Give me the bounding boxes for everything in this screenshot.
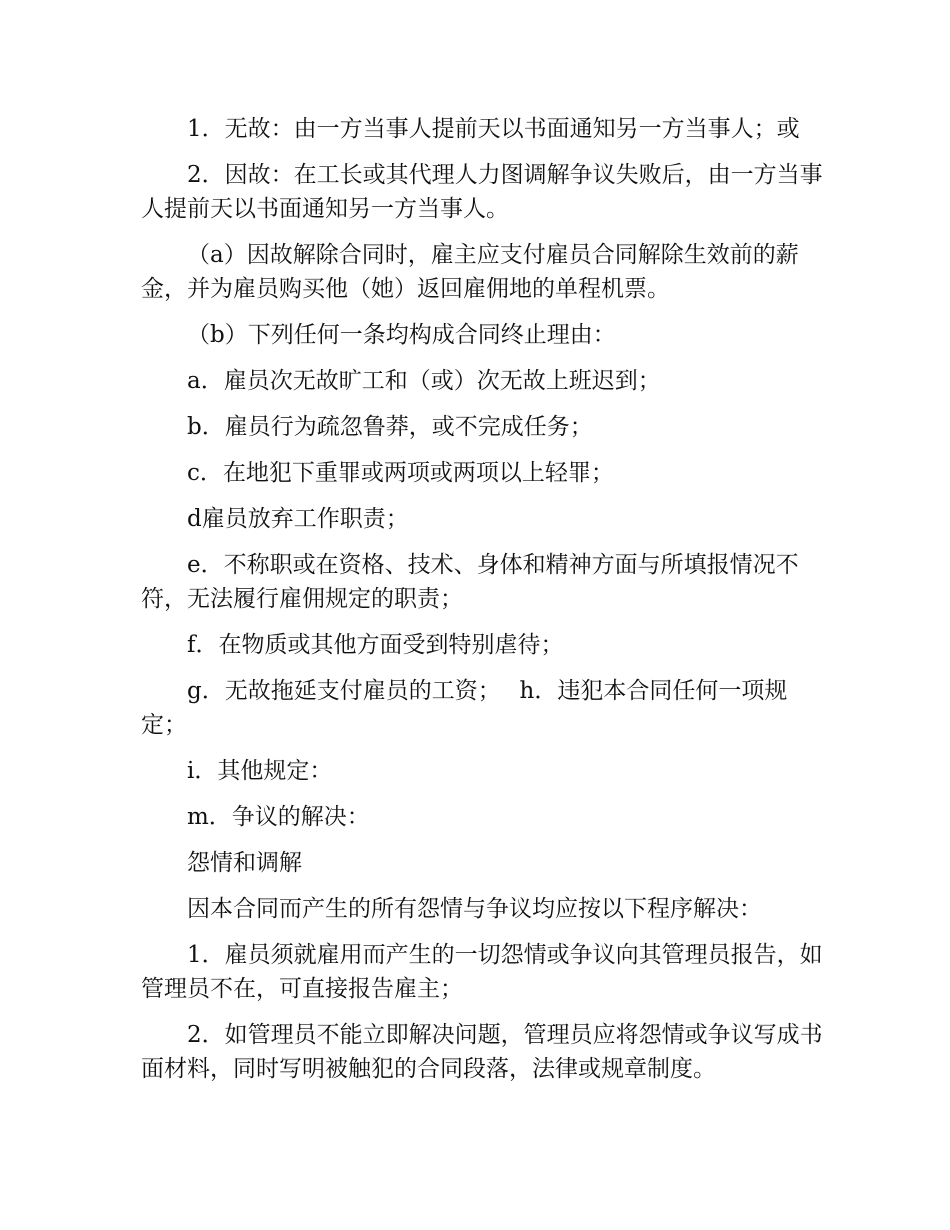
paragraph-grievance-procedure: 因本合同而产生的所有怨情与争议均应按以下程序解决： (187, 896, 762, 922)
paragraph-termination-payment: （a）因故解除合同时，雇主应支付雇员合同解除生效前的薪金，并为雇员购买他（她）返回雇佣地的单程机票。 (141, 242, 799, 302)
list-item-b: b．雇员行为疏忽鲁莽，或不完成任务； (187, 414, 593, 440)
list-item-i: i．其他规定： (187, 758, 333, 784)
procedure-step-1: 1．雇员须就雇用而产生的一切怨情或争议向其管理员报告，如管理员不在，可直接报告雇主； (141, 942, 823, 1002)
procedure-step-2: 2．如管理员不能立即解决问题，管理员应将怨情或争议写成书面材料，同时写明被触犯的合同段落，法律或规章制度。 (141, 1022, 823, 1082)
paragraph-termination-grounds: （b）下列任何一条均构成合同终止理由： (187, 322, 616, 348)
list-item-a: a．雇员次无故旷工和（或）次无故上班迟到； (187, 368, 661, 394)
section-heading-grievance: 怨情和调解 (187, 850, 302, 876)
list-item-c: c．在地犯下重罪或两项或两项以上轻罪； (187, 460, 614, 486)
paragraph-no-cause: 1．无故：由一方当事人提前天以书面通知另一方当事人；或 (187, 116, 800, 142)
list-item-e: e．不称职或在资格、技术、身体和精神方面与所填报情况不符，无法履行雇佣规定的职责； (141, 552, 799, 612)
paragraph-for-cause: 2．因故：在工长或其代理人力图调解争议失败后，由一方当事人提前天以书面通知另一方当事人。 (141, 162, 823, 222)
list-item-f: f．在物质或其他方面受到特别虐待； (187, 632, 564, 658)
document-body (141, 112, 831, 1098)
list-item-g-h: g．无故拖延支付雇员的工资； h．违犯本合同任何一项规定； (141, 678, 788, 738)
list-item-d: d雇员放弃工作职责； (187, 506, 409, 532)
section-dispute-resolution: m．争议的解决： (187, 804, 370, 830)
